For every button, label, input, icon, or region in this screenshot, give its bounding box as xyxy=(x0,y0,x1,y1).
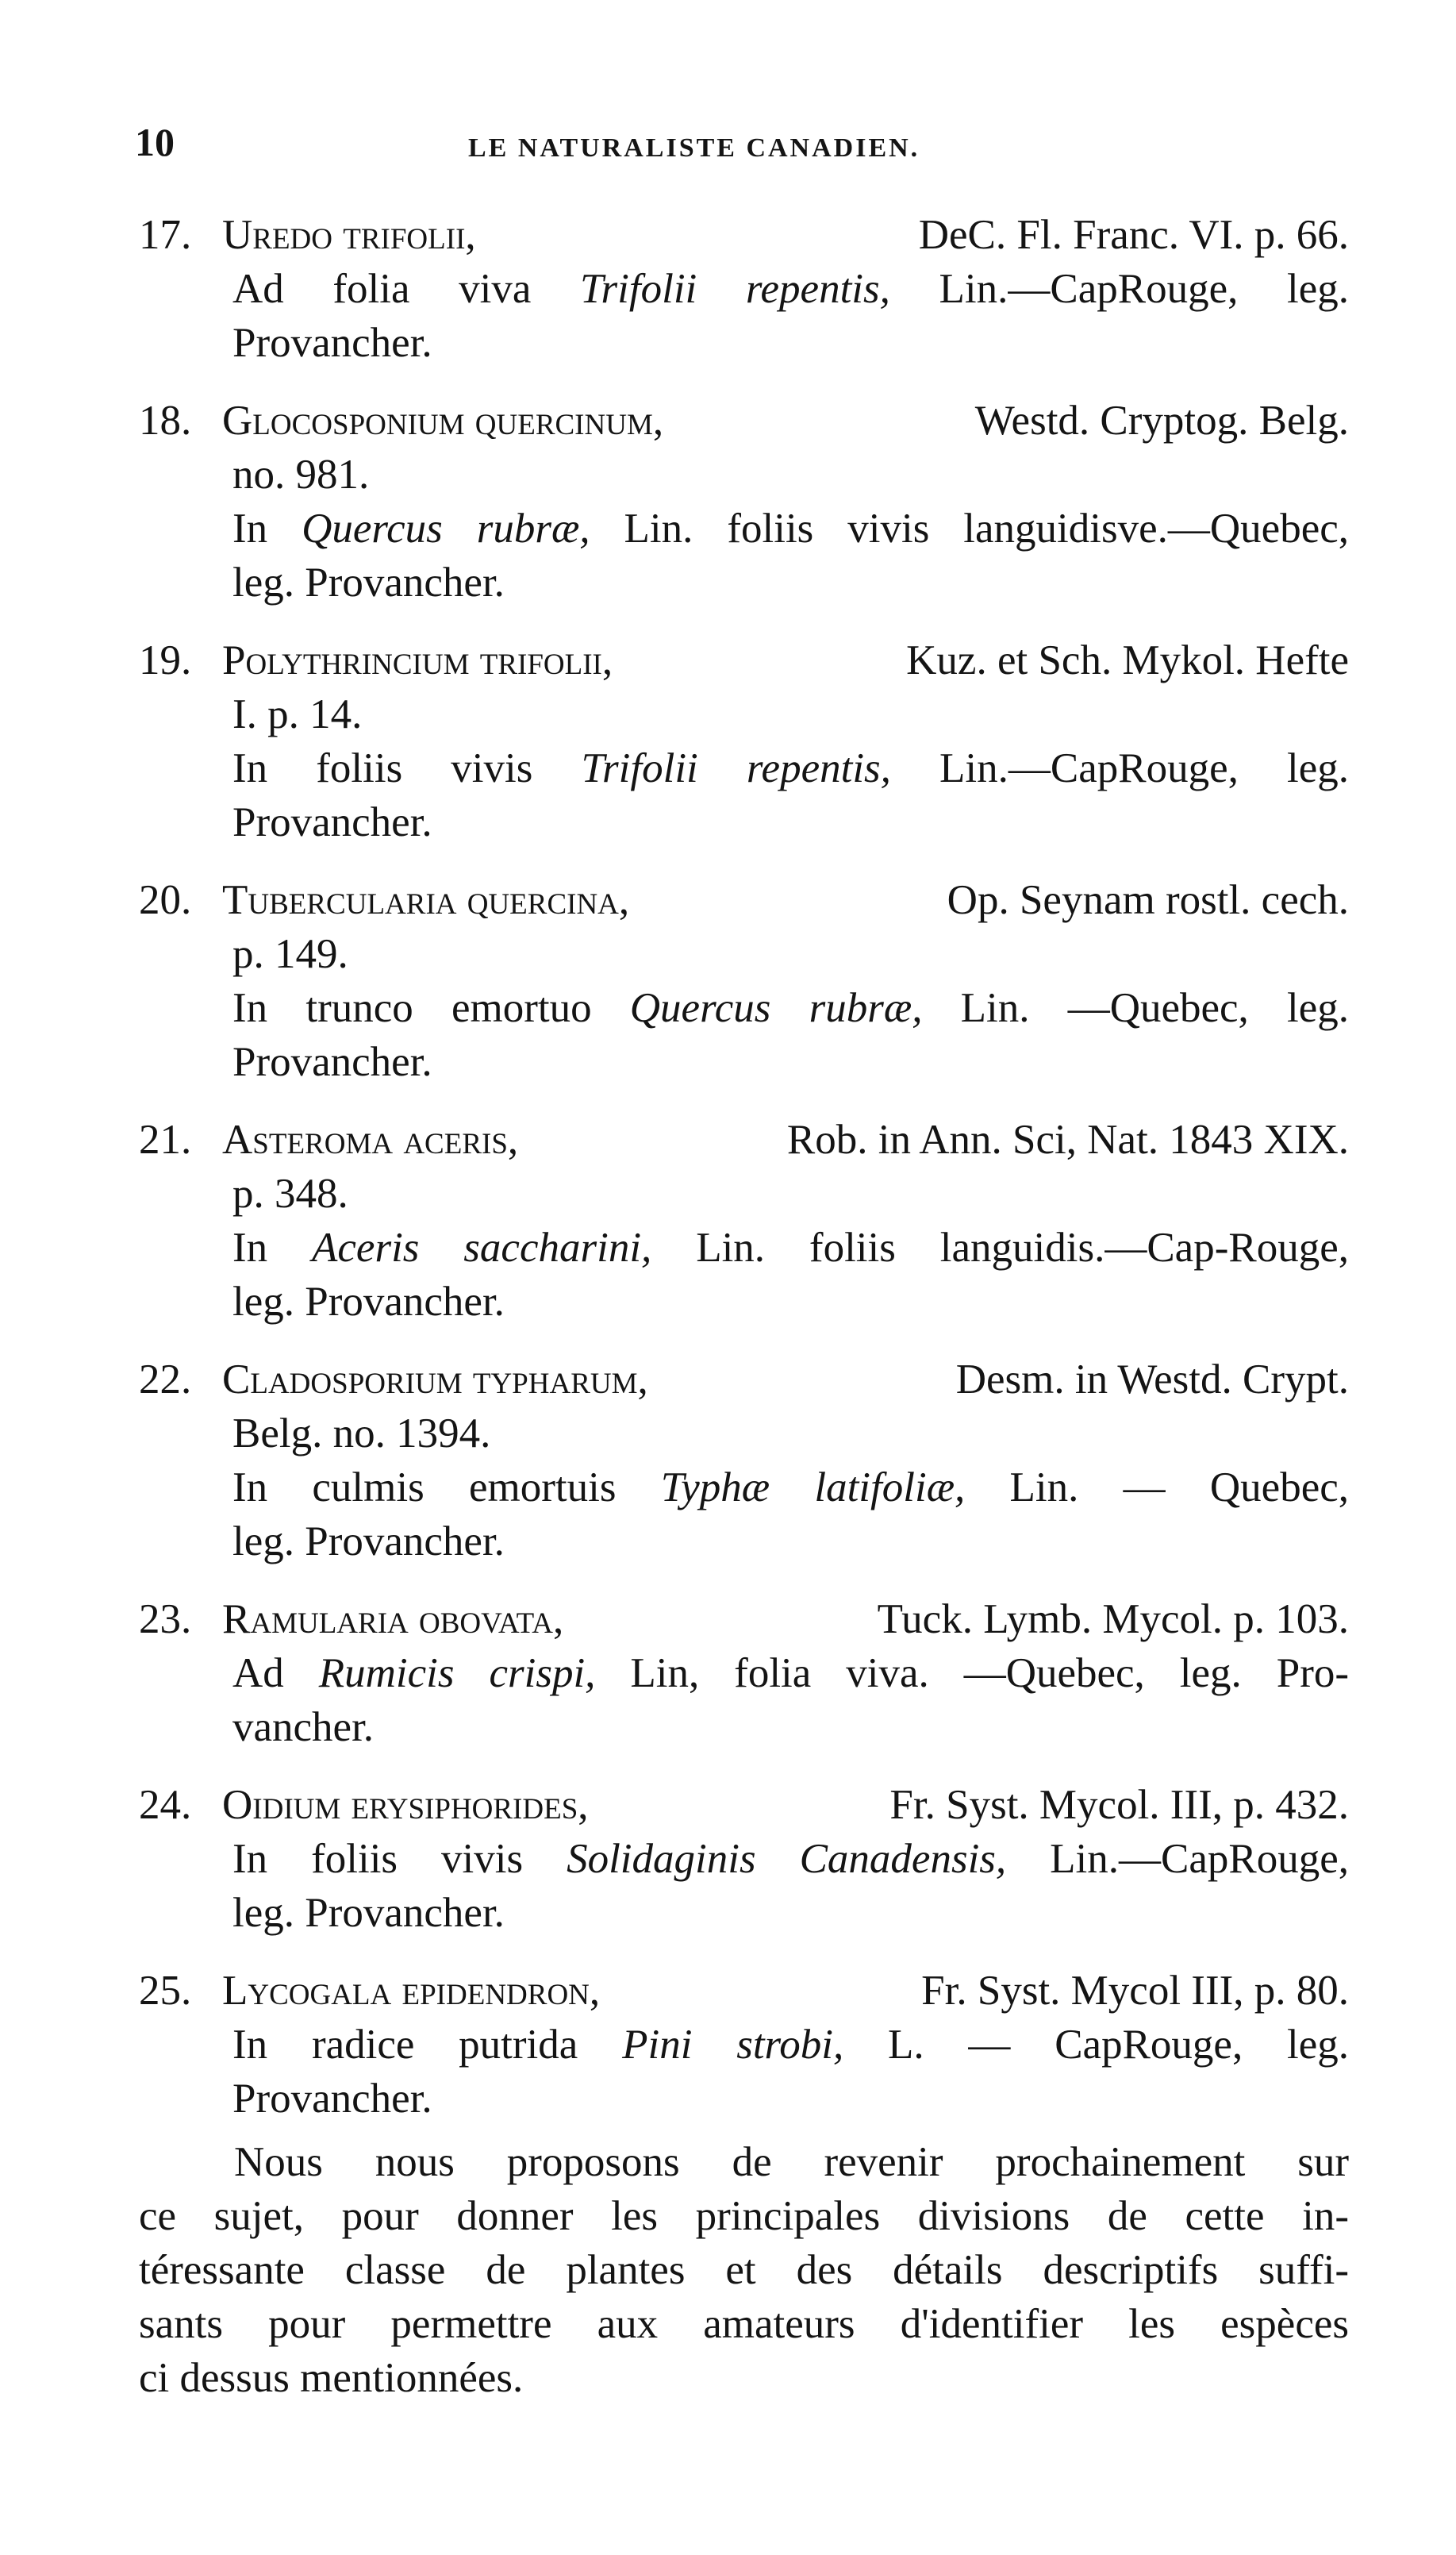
species-entry xyxy=(139,873,1349,1089)
habitat-line xyxy=(139,1035,1349,1089)
habitat-text: leg. Provancher. xyxy=(232,560,505,606)
host-plant-name: Aceris saccharini, xyxy=(312,1225,652,1271)
entry-number: 19. xyxy=(139,637,192,683)
entry-number: 21. xyxy=(139,1117,192,1163)
entry-heading-left xyxy=(139,1964,600,2018)
paragraph-line: sants pour permettre aux amateurs d'identifier les espèces xyxy=(139,2301,1349,2347)
citation-continuation: p. 149. xyxy=(232,931,348,977)
habitat-text: Lin.—CapRouge, leg. xyxy=(889,266,1349,312)
entry-heading-line xyxy=(139,633,1349,687)
entry-heading-line xyxy=(139,1964,1349,2018)
species-entry xyxy=(139,1964,1349,2126)
habitat-line xyxy=(139,981,1349,1035)
habitat-text: Lin. —Quebec, leg. xyxy=(922,985,1350,1031)
species-name: Polythrincium trifolii, xyxy=(222,637,613,683)
entry-number: 20. xyxy=(139,877,192,923)
paragraph-line: téressante classe de plantes et des détails descriptifs suffi- xyxy=(139,2247,1349,2293)
habitat-line xyxy=(139,2072,1349,2126)
entry-number: 25. xyxy=(139,1968,192,2014)
habitat-line xyxy=(139,795,1349,849)
citation-continuation: no. 981. xyxy=(232,452,370,498)
habitat-line xyxy=(139,316,1349,370)
host-plant-name: Quercus rubræ, xyxy=(629,985,923,1031)
species-name: Uredo trifolii, xyxy=(222,212,476,258)
species-citation: Op. Seynam rostl. cech. xyxy=(947,877,1349,923)
paragraph-line: Nous nous proposons de revenir prochainement sur xyxy=(234,2139,1349,2185)
habitat-text: In xyxy=(232,1225,313,1271)
species-name: Lycogala epidendron, xyxy=(222,1968,601,2014)
paragraph-line: ce sujet, pour donner les principales divisions de cette in- xyxy=(139,2193,1349,2239)
species-citation: Westd. Cryptog. Belg. xyxy=(974,398,1349,444)
habitat-text: Lin. foliis languidis.—Cap-Rouge, xyxy=(651,1225,1349,1271)
running-head: LE NATURALISTE CANADIEN. xyxy=(468,133,920,163)
habitat-text: leg. Provancher. xyxy=(232,1279,505,1325)
host-plant-name: Rumicis crispi, xyxy=(318,1650,596,1696)
host-plant-name: Trifolii repentis, xyxy=(579,266,890,312)
species-entry xyxy=(139,208,1349,370)
habitat-text: In trunco emortuo xyxy=(232,985,630,1031)
entry-number: 22. xyxy=(139,1356,192,1403)
entry-heading-line xyxy=(139,208,1349,262)
habitat-text: In culmis emortuis xyxy=(232,1464,661,1510)
species-name: Tubercularia quercina, xyxy=(222,877,630,923)
habitat-text: Lin.—CapRouge, leg. xyxy=(890,745,1349,791)
habitat-line xyxy=(139,2018,1349,2072)
entry-heading-left xyxy=(139,1113,518,1167)
citation-continuation: p. 348. xyxy=(232,1171,348,1217)
entry-heading-line xyxy=(139,394,1349,448)
species-entry xyxy=(139,1353,1349,1568)
entry-number: 23. xyxy=(139,1596,192,1642)
species-name: Oidium erysiphorides, xyxy=(222,1782,589,1828)
species-entry xyxy=(139,1778,1349,1940)
habitat-text: Lin, folia viva. —Quebec, leg. Pro- xyxy=(595,1650,1349,1696)
species-name: Glocosponium quercinum, xyxy=(222,398,664,444)
species-entry xyxy=(139,1113,1349,1329)
habitat-text: leg. Provancher. xyxy=(232,1890,505,1936)
entry-heading-line xyxy=(139,1778,1349,1832)
entry-heading-left xyxy=(139,633,613,687)
species-citation: Tuck. Lymb. Mycol. p. 103. xyxy=(877,1596,1349,1642)
entry-heading-left xyxy=(139,1592,563,1646)
paragraph-line: ci dessus mentionnées. xyxy=(139,2355,524,2401)
page-number: 10 xyxy=(135,120,175,164)
entry-heading-line xyxy=(139,1353,1349,1406)
habitat-line xyxy=(139,1646,1349,1700)
entry-number: 24. xyxy=(139,1782,192,1828)
species-citation: Rob. in Ann. Sci, Nat. 1843 XIX. xyxy=(786,1117,1349,1163)
habitat-line xyxy=(139,502,1349,556)
entry-number: 18. xyxy=(139,398,192,444)
habitat-line xyxy=(139,1460,1349,1514)
habitat-line xyxy=(139,262,1349,316)
habitat-text: L. — CapRouge, leg. xyxy=(843,2022,1349,2068)
species-name: Asteroma aceris, xyxy=(222,1117,519,1163)
species-name: Ramularia obovata, xyxy=(222,1596,564,1642)
host-plant-name: Pini strobi, xyxy=(622,2022,844,2068)
entry-heading-line xyxy=(139,1113,1349,1167)
species-citation: DeC. Fl. Franc. VI. p. 66. xyxy=(918,212,1349,258)
species-citation: Fr. Syst. Mycol. III, p. 432. xyxy=(889,1782,1349,1828)
entry-heading-left xyxy=(139,394,663,448)
species-list xyxy=(139,208,1349,2149)
entry-heading-left xyxy=(139,208,476,262)
species-citation: Kuz. et Sch. Mykol. Hefte xyxy=(906,637,1349,683)
host-plant-name: Trifolii repentis, xyxy=(581,745,891,791)
entry-number: 17. xyxy=(139,212,192,258)
habitat-line xyxy=(139,1275,1349,1329)
habitat-text: Provancher. xyxy=(232,2076,432,2122)
habitat-line xyxy=(139,556,1349,610)
habitat-text: In radice putrida xyxy=(232,2022,623,2068)
host-plant-name: Typhæ latifoliæ, xyxy=(660,1464,966,1510)
habitat-line xyxy=(139,741,1349,795)
habitat-text: Lin. foliis vivis languidisve.—Quebec, xyxy=(590,506,1349,552)
habitat-text: In foliis vivis xyxy=(232,745,582,791)
habitat-text: In xyxy=(232,506,302,552)
habitat-line xyxy=(139,1514,1349,1568)
entry-heading-line xyxy=(139,873,1349,927)
habitat-text: In foliis vivis xyxy=(232,1836,567,1882)
page-header xyxy=(135,119,1357,175)
habitat-text: vancher. xyxy=(232,1704,375,1750)
species-citation: Desm. in Westd. Crypt. xyxy=(955,1356,1349,1403)
habitat-line xyxy=(139,1832,1349,1886)
species-name: Cladosporium typharum, xyxy=(222,1356,648,1403)
habitat-line xyxy=(139,1221,1349,1275)
host-plant-name: Solidaginis Canadensis, xyxy=(567,1836,1007,1882)
habitat-line xyxy=(139,1700,1349,1754)
species-entry xyxy=(139,633,1349,849)
species-entry xyxy=(139,394,1349,610)
habitat-text: Provancher. xyxy=(232,1039,432,1085)
closing-paragraph xyxy=(139,2135,1349,2405)
citation-continuation: I. p. 14. xyxy=(232,691,363,737)
entry-heading-left xyxy=(139,873,629,927)
habitat-text: Provancher. xyxy=(232,799,432,845)
habitat-text: Lin. — Quebec, xyxy=(965,1464,1349,1510)
habitat-text: Ad folia viva xyxy=(232,266,580,312)
entry-heading-left xyxy=(139,1353,648,1406)
host-plant-name: Quercus rubræ, xyxy=(302,506,590,552)
habitat-text: leg. Provancher. xyxy=(232,1518,505,1564)
habitat-text: Ad xyxy=(232,1650,319,1696)
habitat-text: Provancher. xyxy=(232,320,432,366)
habitat-line xyxy=(139,1886,1349,1940)
species-citation: Fr. Syst. Mycol III, p. 80. xyxy=(921,1968,1349,2014)
species-entry xyxy=(139,1592,1349,1754)
habitat-text: Lin.—CapRouge, xyxy=(1006,1836,1349,1882)
citation-continuation: Belg. no. 1394. xyxy=(232,1410,491,1456)
entry-heading-left xyxy=(139,1778,589,1832)
entry-heading-line xyxy=(139,1592,1349,1646)
